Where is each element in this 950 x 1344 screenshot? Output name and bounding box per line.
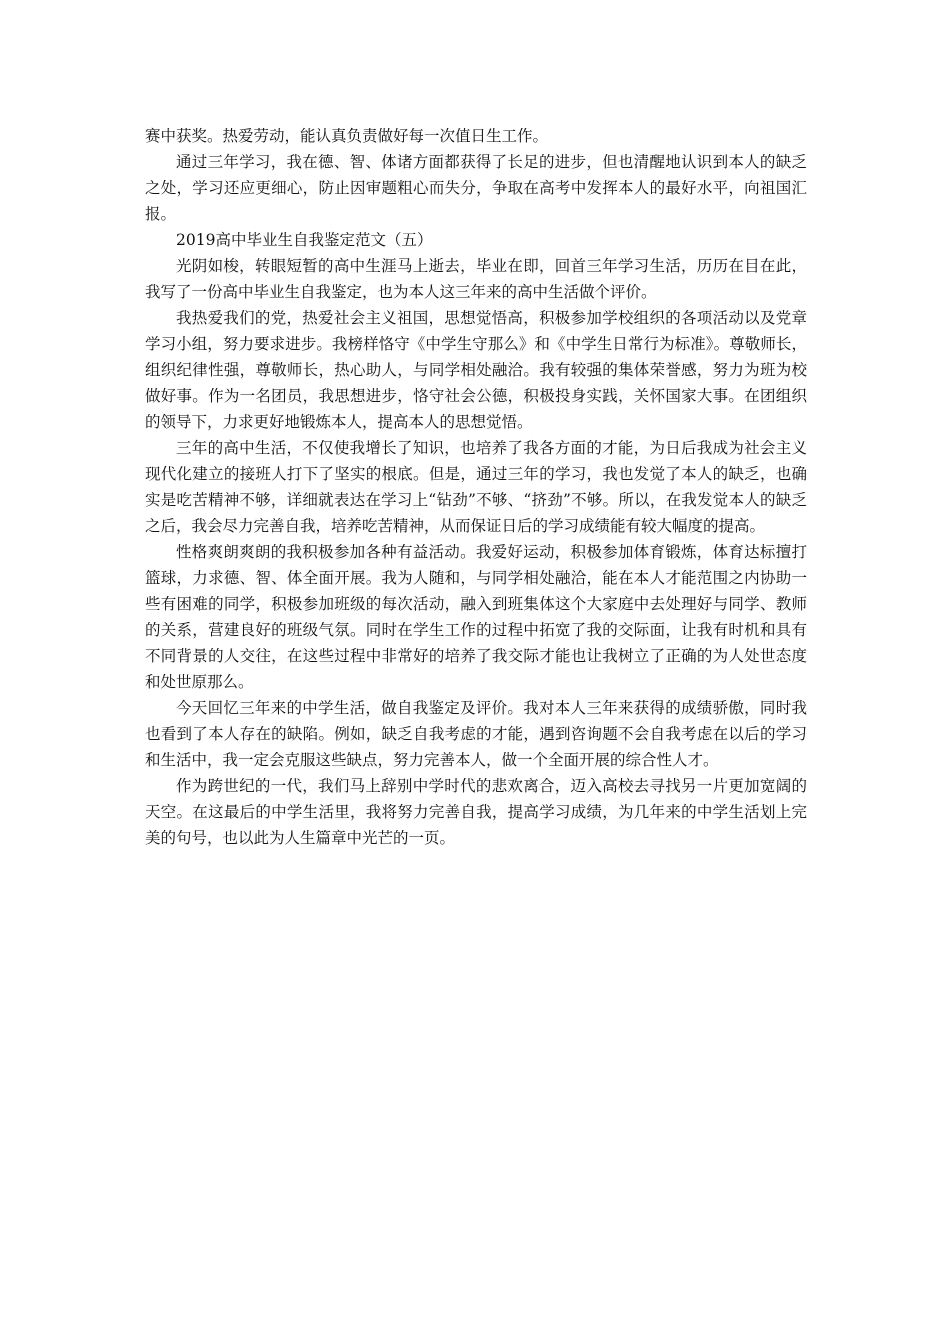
paragraph: 三年的高中生活，不仅使我增长了知识，也培养了我各方面的才能，为日后我成为社会主义现代化建立的接班人打下了坚实的根底。但是，通过三年的学习，我也发觉了本人的缺乏，也确实是吃苦精神不够，详细就表达在学习上“钻劲”不够、“挤劲”不够。所以，在我发觉本人的缺乏之后，我会尽力完善自我，培养吃苦精神，从而保证日后的学习成绩能有较大幅度的提高。 [145,439,807,535]
paragraph: 通过三年学习，我在德、智、体诸方面都获得了长足的进步，但也清醒地认识到本人的缺乏之处，学习还应更细心，防止因审题粗心而失分，争取在高考中发挥本人的最好水平，向祖国汇报。 [145,153,807,223]
paragraph: 作为跨世纪的一代，我们马上辞别中学时代的悲欢离合，迈入高校去寻找另一片更加宽阔的天空。在这最后的中学生活里，我将努力完善自我，提高学习成绩，为几年来的中学生活划上完美的句号，也以此为人生篇章中光芒的一页。 [145,777,807,847]
paragraph: 今天回忆三年来的中学生活，做自我鉴定及评价。我对本人三年来获得的成绩骄傲，同时我也看到了本人存在的缺陷。例如，缺乏自我考虑的才能，遇到咨询题不会自我考虑在以后的学习和生活中，我一定会克服这些缺点，努力完善本人，做一个全面开展的综合性人才。 [145,699,807,769]
document-body [145,123,807,851]
paragraph: 我热爱我们的党，热爱社会主义祖国，思想觉悟高，积极参加学校组织的各项活动以及党章学习小组，努力要求进步。我榜样恪守《中学生守那么》和《中学生日常行为标准》。尊敬师长，组织纪律性强，尊敬师长，热心助人，与同学相处融洽。我有较强的集体荣誉感，努力为班为校做好事。作为一名团员，我思想进步，恪守社会公德，积极投身实践，关怀国家大事。在团组织的领导下，力求更好地锻炼本人，提高本人的思想觉悟。 [145,309,807,431]
paragraph: 赛中获奖。热爱劳动，能认真负责做好每一次值日生工作。 [145,127,549,145]
section-heading: 2019高中毕业生自我鉴定范文（五） [176,231,433,249]
paragraph: 光阴如梭，转眼短暂的高中生涯马上逝去，毕业在即，回首三年学习生活，历历在目在此，我写了一份高中毕业生自我鉴定，也为本人这三年来的高中生活做个评价。 [145,257,807,301]
paragraph: 性格爽朗爽朗的我积极参加各种有益活动。我爱好运动，积极参加体育锻炼，体育达标擅打篮球，力求德、智、体全面开展。我为人随和，与同学相处融洽，能在本人才能范围之内协助一些有困难的同学，积极参加班级的每次活动，融入到班集体这个大家庭中去处理好与同学、教师的关系，营建良好的班级气氛。同时在学生工作的过程中拓宽了我的交际面，让我有时机和具有不同背景的人交往，在这些过程中非常好的培养了我交际才能也让我树立了正确的为人处世态度和处世原那么。 [145,543,807,691]
